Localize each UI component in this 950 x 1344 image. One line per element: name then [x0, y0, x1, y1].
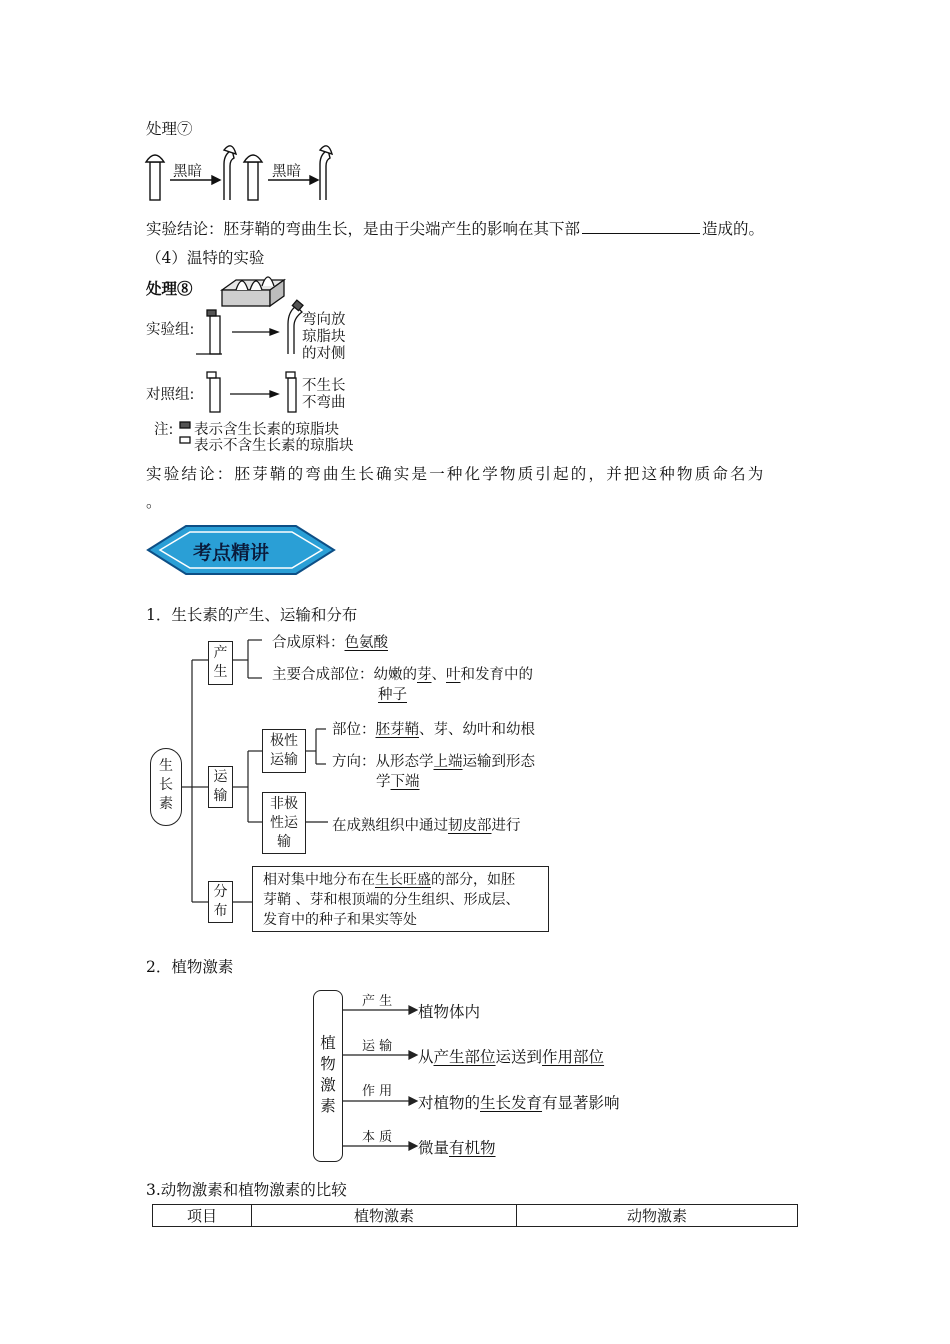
production-material — [272, 631, 388, 652]
note-without-auxin: 表示不含生长素的琼脂块 — [194, 438, 354, 454]
nonpolar-pre: 在成熟组织中通过 — [332, 818, 448, 834]
banner-title: 考点精讲 — [193, 542, 270, 564]
went-conclusion-line2: 。 — [146, 493, 162, 511]
distribution-answer: 生长旺盛 — [375, 872, 431, 888]
node-line: 运输 — [270, 752, 298, 768]
node-char: 布 — [213, 903, 228, 919]
row-answer-organic: 有机物 — [449, 1139, 496, 1157]
production-material-pre: 合成原料： — [272, 635, 345, 651]
root-char: 植 — [320, 1034, 336, 1052]
row-production — [418, 1000, 480, 1022]
row-mid: 运送到 — [495, 1048, 543, 1066]
root-char: 生 — [159, 758, 173, 774]
experiment-result-line: 弯向放 — [302, 312, 346, 328]
part2-heading: 2．植物激素 — [146, 958, 234, 976]
polar-site-post: 、芽、幼叶和幼根 — [419, 722, 535, 738]
polar-site-answer: 胚芽鞘 — [375, 722, 419, 738]
nonpolar-desc — [332, 814, 521, 835]
control-result-line: 不弯曲 — [302, 395, 346, 411]
conclusion-7-pre: 实验结论：胚芽鞘的弯曲生长，是由于尖端产生的影响在其下部 — [146, 220, 581, 238]
production-site-pre: 主要合成部位：幼嫩的 — [272, 667, 417, 683]
went-conclusion-line1: 实验结论：胚芽鞘的弯曲生长确实是一种化学物质引起的，并把这种物质命名为 — [146, 465, 766, 483]
answer-blank-1[interactable] — [582, 219, 700, 234]
experiment-result — [302, 312, 346, 363]
row-pre: 微量 — [418, 1139, 450, 1157]
production-site-sep: 、 — [431, 667, 446, 683]
nonpolar-answer: 韧皮部 — [448, 818, 492, 834]
nonpolar-post: 进行 — [491, 818, 521, 834]
node-polar-transport — [262, 729, 306, 773]
production-site-leaf: 叶 — [446, 667, 461, 683]
part1-heading: 1．生长素的产生、运输和分布 — [146, 606, 358, 624]
polar-direction — [332, 752, 535, 792]
node-char: 生 — [213, 664, 228, 680]
row-transport — [418, 1045, 604, 1067]
treatment-8-label: 处理⑧ — [146, 279, 193, 298]
header-plant-hormone: 植物激素 — [252, 1205, 517, 1227]
production-material-answer: 色氨酸 — [344, 635, 388, 651]
polar-direction-pre: 方向：从形态学 — [332, 754, 434, 770]
row-pre: 对植物的 — [418, 1094, 481, 1112]
row-mid: 植物体内 — [418, 1003, 481, 1021]
polar-direction-line2 — [332, 772, 535, 792]
row-pre: 从 — [418, 1048, 434, 1066]
node-line: 非极 — [270, 796, 298, 812]
root-char: 素 — [159, 796, 173, 812]
node-line: 极性 — [270, 733, 298, 749]
row-function — [418, 1091, 620, 1113]
tag-production: 产 生 — [362, 994, 393, 1009]
polar-direction-upper: 上端 — [433, 754, 463, 770]
production-site-bud: 芽 — [417, 667, 432, 683]
production-site — [272, 665, 533, 705]
node-char: 产 — [213, 645, 228, 661]
header-animal-hormone: 动物激素 — [517, 1205, 798, 1227]
polar-site — [332, 718, 535, 739]
polar-site-pre: 部位： — [332, 722, 376, 738]
dark-label-1: 黑暗 — [173, 164, 202, 180]
note-prefix: 注: — [154, 422, 174, 438]
root-char: 素 — [320, 1097, 336, 1115]
node-transport — [208, 766, 233, 808]
root-char: 长 — [159, 777, 173, 793]
node-nonpolar-transport — [262, 792, 306, 854]
distribution-post: 的部分，如胚 — [431, 872, 515, 888]
root-char: 物 — [320, 1055, 336, 1073]
conclusion-7 — [146, 217, 764, 239]
production-site-line1 — [272, 665, 533, 685]
control-group-label: 对照组: — [146, 387, 195, 403]
note-with-auxin: 表示含生长素的琼脂块 — [194, 422, 339, 438]
experiment-result-line: 的对侧 — [302, 346, 346, 362]
node-char: 分 — [213, 884, 228, 900]
production-site-line2 — [272, 685, 533, 705]
auxin-root-node — [150, 748, 182, 826]
distribution-pre: 相对集中地分布在 — [263, 872, 375, 888]
plant-hormone-root-node — [313, 990, 343, 1162]
node-char: 运 — [213, 769, 228, 785]
row-mid: 有显著影响 — [542, 1094, 620, 1112]
tag-nature: 本 质 — [362, 1130, 393, 1145]
root-char: 激 — [320, 1076, 336, 1094]
treatment-7-figure — [140, 138, 340, 202]
node-production — [208, 641, 233, 685]
polar-direction-mid: 运输到形态 — [462, 754, 535, 770]
control-result — [302, 378, 346, 412]
distribution-line3: 发育中的种子和果实等处 — [263, 912, 417, 928]
table-header-row — [153, 1205, 798, 1227]
node-line: 输 — [277, 834, 291, 850]
production-site-seed: 种子 — [378, 687, 407, 703]
row-answer-target: 作用部位 — [542, 1048, 605, 1066]
node-line: 性运 — [270, 815, 298, 831]
distribution-box — [252, 866, 549, 932]
control-result-line: 不生长 — [302, 378, 346, 394]
distribution-line1 — [263, 870, 548, 890]
part3-heading: 3.动物激素和植物激素的比较 — [146, 1181, 347, 1199]
row-answer-origin: 产生部位 — [433, 1048, 496, 1066]
polar-direction-lower: 下端 — [390, 774, 420, 790]
tag-transport: 运 输 — [362, 1039, 393, 1054]
conclusion-7-post: 造成的。 — [702, 220, 765, 238]
node-distribution — [208, 881, 233, 923]
production-site-post: 和发育中的 — [460, 667, 533, 683]
treatment-7-label: 处理⑦ — [146, 120, 193, 138]
header-item: 项目 — [153, 1205, 252, 1227]
node-char: 输 — [213, 788, 228, 804]
dark-label-2: 黑暗 — [272, 164, 301, 180]
polar-direction-line1 — [332, 752, 535, 772]
experiment-result-line: 琼脂块 — [302, 329, 346, 345]
went-experiment-heading: （4）温特的实验 — [146, 249, 265, 267]
experiment-group-label: 实验组: — [146, 322, 195, 338]
comparison-table — [152, 1204, 798, 1227]
polar-direction-line2-pre: 学 — [376, 774, 391, 790]
row-nature — [418, 1136, 496, 1158]
row-answer-growth: 生长发育 — [480, 1094, 543, 1112]
tag-function: 作 用 — [362, 1084, 393, 1099]
distribution-line2: 芽鞘 、芽和根顶端的分生组织、形成层、 — [263, 892, 520, 908]
